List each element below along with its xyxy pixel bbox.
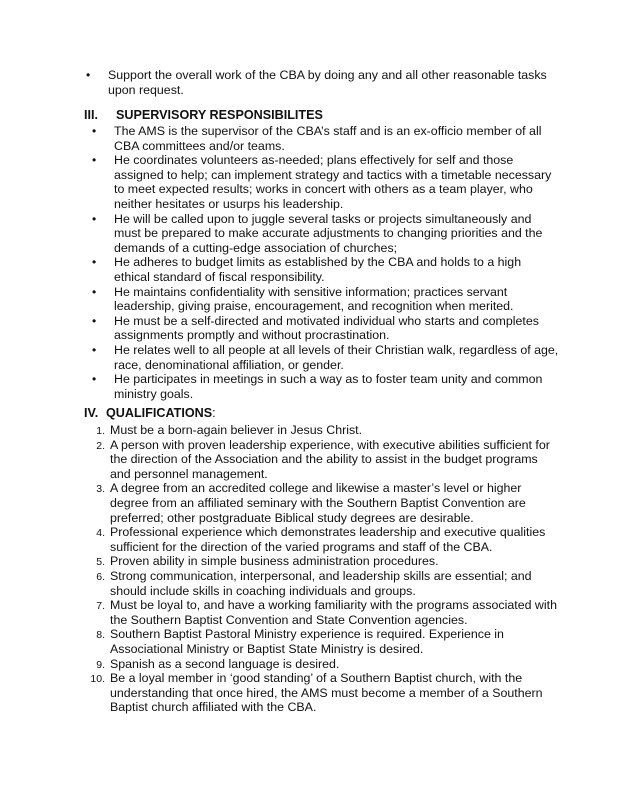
list-item (92, 255, 559, 284)
list-item (92, 342, 559, 372)
list-item-text: Strong communication, interpersonal, and leadership skills are essential; and should include skills in coaching individuals and groups. (110, 568, 532, 598)
item-number: 2. (96, 439, 105, 452)
item-number: 3. (96, 483, 105, 496)
list-item-text: Must be loyal to, and have a working familiarity with the programs associated with the Southern Baptist Convention and State Convention agencies. (110, 598, 557, 627)
item-number: 10. (90, 673, 105, 686)
section-heading-supervisory (84, 108, 323, 123)
item-number: 1. (96, 425, 105, 437)
section-title: QUALIFICATIONS (106, 406, 213, 420)
list-item (96, 627, 558, 656)
qualifications-list (90, 423, 558, 715)
list-item (86, 68, 558, 97)
item-number: 5. (96, 556, 105, 569)
list-item-text: A person with proven leadership experience, with executive abilities sufficient for the direction of the Association and the ability to assist in the budget programs and personnel management. (110, 437, 550, 481)
list-item (90, 671, 558, 715)
list-item-text: He adheres to budget limits as established by the CBA and holds to a high ethical standard of fiscal responsibility. (114, 255, 522, 284)
section-title-colon: : (212, 406, 216, 420)
item-number: 9. (96, 658, 105, 671)
list-item-text: Proven ability in simple business administration procedures. (110, 554, 439, 569)
list-item-text: He will be called upon to juggle several tasks or projects simultaneously and must be prepared to make accurate adjustments to changing priorities and the demands of a cutting-edge association of churches; (114, 211, 543, 255)
item-number: 6. (96, 570, 105, 583)
section-title: SUPERVISORY RESPONSIBILITES (116, 108, 323, 122)
list-item-text: He relates well to all people at all levels of their Christian walk, regardless of age, race, denominational affiliation, or gender. (114, 342, 559, 372)
item-number: 4. (96, 527, 105, 540)
section-number: III. (84, 108, 98, 122)
list-item (96, 437, 558, 482)
list-item (92, 372, 559, 401)
list-item (96, 598, 558, 627)
list-item-text: Spanish as a second language is desired. (110, 656, 340, 671)
list-item (96, 568, 558, 598)
list-item (92, 124, 559, 153)
list-item (96, 554, 558, 569)
list-item-text: The AMS is the supervisor of the CBA’s staff and is an ex-officio member of all CBA committees and/or teams. (114, 124, 542, 153)
list-item (92, 313, 559, 343)
list-item-text: Professional experience which demonstrates leadership and executive qualities sufficient for the direction of the varied programs and staff of the CBA. (110, 525, 546, 554)
list-item (96, 481, 558, 525)
bullet-icon: • (92, 255, 97, 270)
list-item (92, 153, 559, 211)
bullet-icon: • (92, 313, 97, 328)
list-item (96, 423, 558, 438)
supervisory-list (92, 124, 559, 401)
bullet-icon: • (92, 342, 97, 357)
item-number: 7. (96, 600, 105, 613)
top-bullet-list (86, 68, 558, 97)
list-item-text: Be a loyal member in ‘good standing’ of a Southern Baptist church, with the understanding that once hired, the AMS must become a member of a Southern Baptist church affiliated with the CBA. (110, 671, 543, 715)
list-item (92, 211, 559, 256)
list-item-text: Support the overall work of the CBA by doing any and all other reasonable tasks upon request. (108, 68, 547, 97)
list-item (96, 656, 558, 672)
list-item-text: He participates in meetings in such a way as to foster team unity and common ministry goals. (114, 372, 543, 401)
bullet-icon: • (92, 284, 97, 299)
list-item-text: He maintains confidentiality with sensitive information; practices servant leadership, giving praise, encouragement, and recognition when merited. (114, 284, 514, 314)
list-item-text: Southern Baptist Pastoral Ministry experience is required. Experience in Associational Ministry or Baptist State Ministry is desired. (110, 627, 504, 656)
list-item-text: He coordinates volunteers as-needed; plans effectively for self and those assigned to help; can implement strategy and tactics with a timetable necessary to meet expected results; works in concert with others as a team player, who neither hesitates or usurps his leadership. (114, 153, 552, 211)
bullet-icon: • (92, 211, 97, 226)
section-number: IV. (84, 406, 99, 420)
list-item (96, 525, 558, 554)
bullet-icon: • (86, 68, 91, 82)
item-number: 8. (96, 629, 105, 642)
list-item (92, 284, 559, 314)
bullet-icon: • (92, 124, 97, 138)
bullet-icon: • (92, 372, 97, 387)
list-item-text: Must be a born-again believer in Jesus Christ. (110, 423, 363, 437)
list-item-text: He must be a self-directed and motivated individual who starts and completes assignments promptly and without procrastination. (114, 313, 539, 343)
section-heading-qualifications (84, 406, 216, 421)
bullet-icon: • (92, 153, 97, 168)
list-item-text: A degree from an accredited college and likewise a master’s level or higher degree from an affiliated seminary with the Southern Baptist Convention are preferred; other postgraduate Biblical study degrees are desirable. (110, 481, 526, 525)
